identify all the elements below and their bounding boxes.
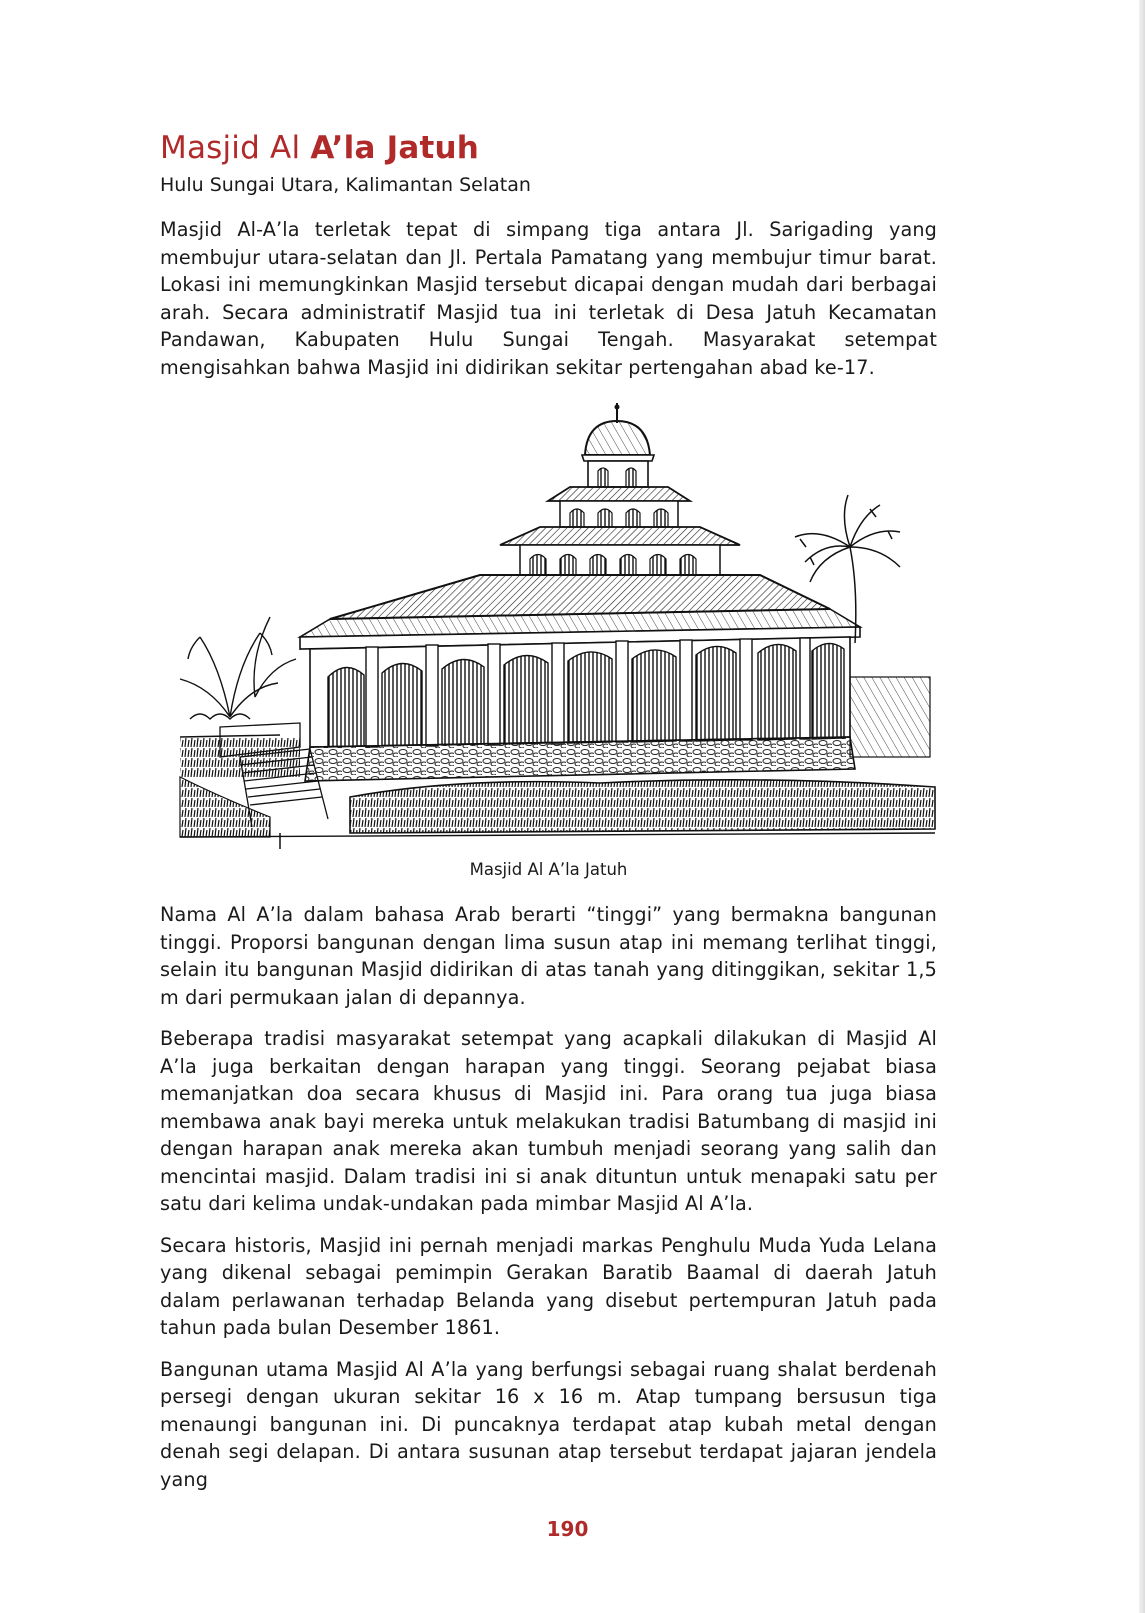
paragraph-name-meaning: Nama Al A’la dalam bahasa Arab berarti “tinggi” yang bermakna bangunan tinggi. Proporsi bangunan dengan lima susun atap ini memang terlihat tinggi, selain itu bangunan Masjid didirikan di atas tanah yang ditinggikan, sekitar 1,5 m dari permukaan jalan di depannya. bbox=[160, 903, 937, 1009]
mosque-illustration-figure bbox=[160, 397, 937, 849]
title-bold: A’la Jatuh bbox=[310, 130, 479, 166]
page-number: 190 bbox=[546, 1517, 589, 1541]
page-subtitle: Hulu Sungai Utara, Kalimantan Selatan bbox=[160, 174, 531, 196]
paragraph-location: Masjid Al-A’la terletak tepat di simpang tiga antara Jl. Sarigading yang membujur utara-selatan dan Jl. Pertala Pamatang yang membujur timur barat. Lokasi ini memungkinkan Masjid tersebut dicapai dengan mudah dari berbagai arah. Secara administratif Masjid tua ini terletak di Desa Jatuh Kecamatan Pandawan, Kabupaten Hulu Sungai Tengah. Masyarakat setempat mengisahkan bahwa Masjid ini didirikan sekitar pertengahan abad ke-17. bbox=[160, 218, 937, 379]
page-title bbox=[160, 128, 937, 168]
paragraph-architecture: Bangunan utama Masjid Al A’la yang berfungsi sebagai ruang shalat berdenah persegi dengan ukuran sekitar 16 x 16 m. Atap tumpang bersusun tiga menaungi bangunan ini. Di puncaknya terdapat atap kubah metal dengan denah segi delapan. Di antara susunan atap tersebut terdapat jajaran jendela yang bbox=[160, 1357, 937, 1491]
paragraph-traditions: Beberapa tradisi masyarakat setempat yang acapkali dilakukan di Masjid Al A’la juga berkaitan dengan harapan yang tinggi. Seorang pejabat biasa memanjatkan doa secara khusus di Masjid ini. Para orang tua juga biasa membawa anak bayi mereka untuk melakukan tradisi Batumbang di masjid ini dengan harapan anak mereka akan tumbuh menjadi seorang yang salih dan mencintai masjid. Dalam tradisi ini si anak dituntun untuk menapaki satu per satu dari kelima undak-undakan pada mimbar Masjid Al A’la. bbox=[160, 1027, 937, 1215]
mosque-sketch-illustration bbox=[160, 397, 937, 849]
page-edge-shadow bbox=[1139, 0, 1145, 1613]
paragraph-history: Secara historis, Masjid ini pernah menjadi markas Penghulu Muda Yuda Lelana yang dikenal sebagai pemimpin Gerakan Baratib Baamal di daerah Jatuh dalam perlawanan terhadap Belanda yang disebut pertempuran Jatuh pada tahun pada bulan Desember 1861. bbox=[160, 1233, 937, 1339]
figure-caption: Masjid Al A’la Jatuh bbox=[469, 860, 628, 879]
title-light: Masjid Al bbox=[160, 130, 311, 166]
page-content bbox=[160, 128, 937, 1493]
